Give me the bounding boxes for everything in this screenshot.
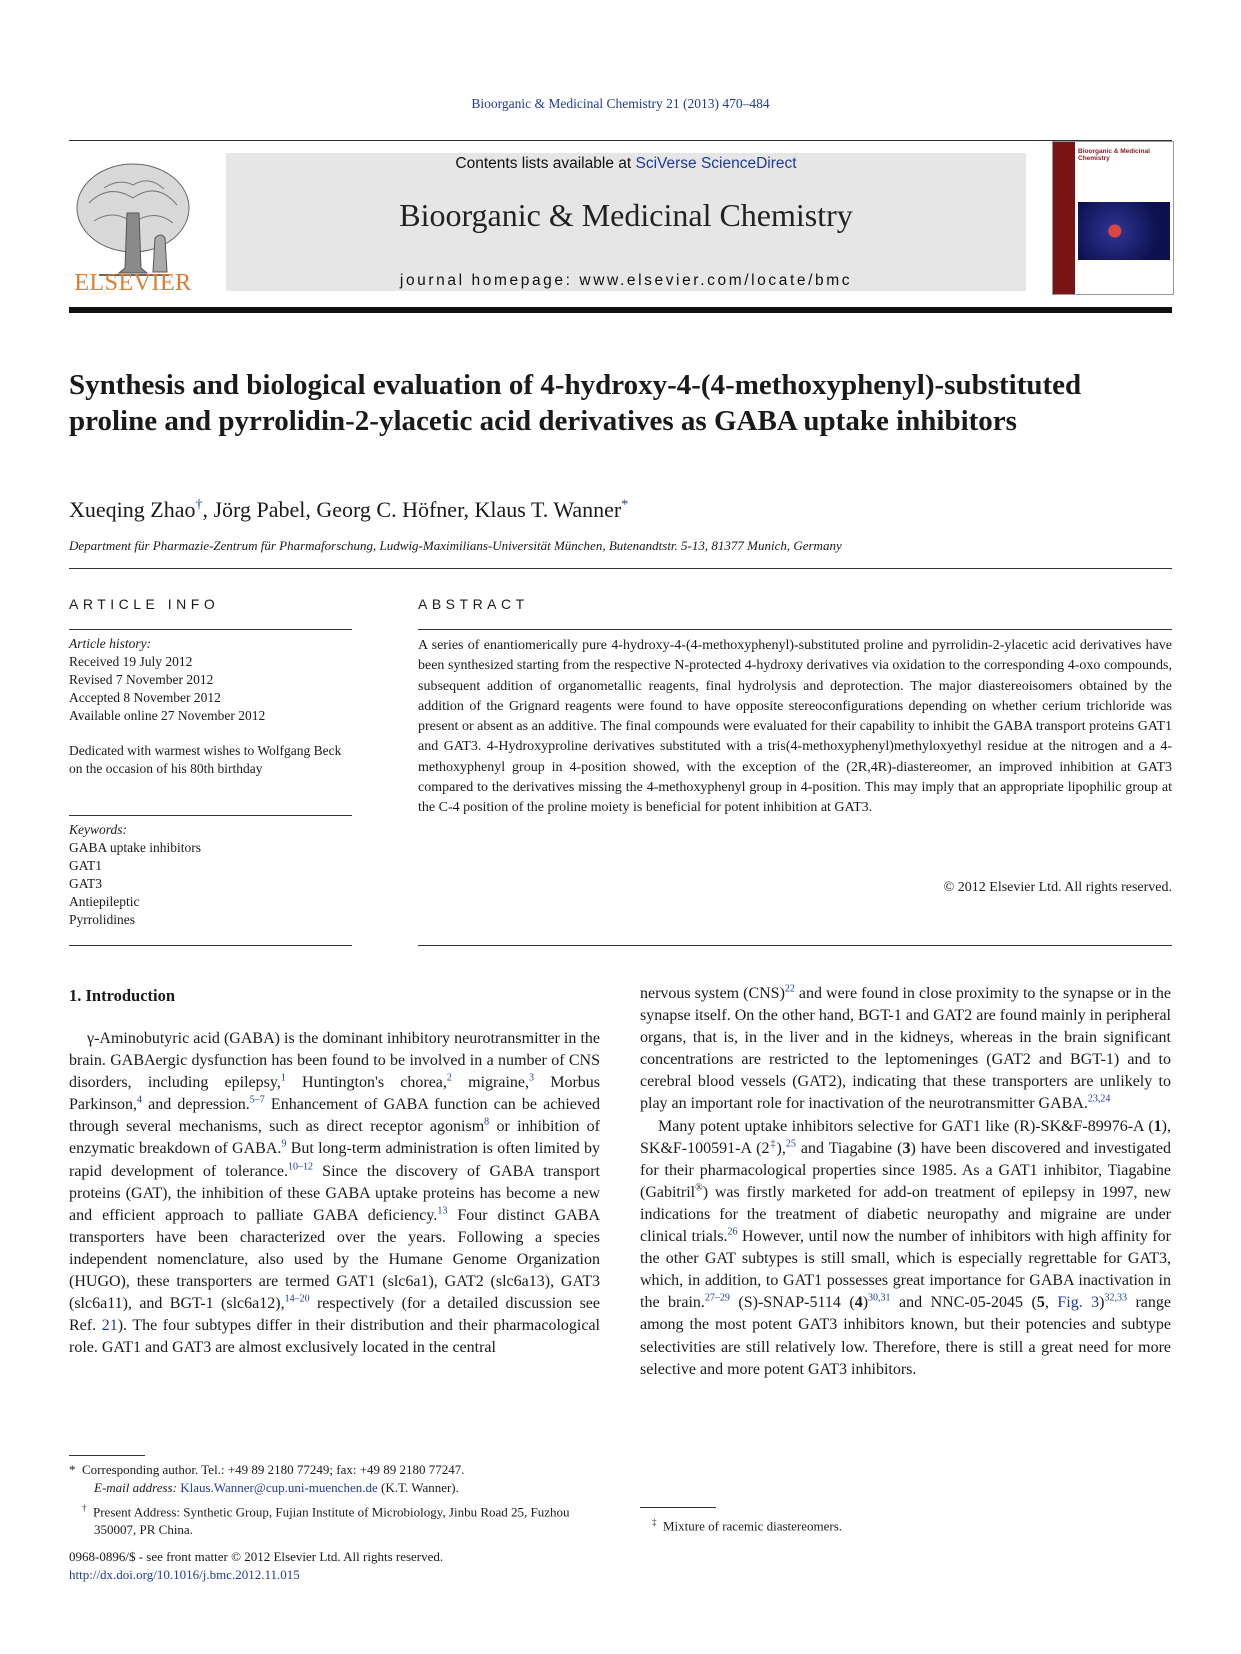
citation-link[interactable]: 2 bbox=[446, 1072, 452, 1084]
keyword: GAT1 bbox=[69, 858, 102, 873]
citation-link[interactable]: 26 bbox=[727, 1226, 738, 1238]
info-rule-2 bbox=[69, 815, 352, 816]
compound-number: 2 bbox=[761, 1139, 770, 1157]
corresponding-author-note: * Corresponding author. Tel.: +49 89 2180 77249; fax: +49 89 2180 77247. E-mail address: Klaus.Wanner@cup.uni-muenchen.de (K.T. Wanner). bbox=[69, 1462, 465, 1495]
registered-mark: ® bbox=[695, 1182, 703, 1194]
contents-prefix: Contents lists available at bbox=[455, 155, 636, 172]
history-accepted: Accepted 8 November 2012 bbox=[69, 690, 221, 705]
cover-spine bbox=[1053, 142, 1075, 294]
info-rule-3 bbox=[69, 945, 352, 946]
journal-title: Bioorganic & Medicinal Chemistry bbox=[399, 197, 853, 233]
abstract-text: A series of enantiomerically pure 4-hydroxy-4-(4-methoxyphenyl)-substituted proline and pyrrolidin-2-ylacetic acid derivatives have been synthesized starting from the respective N-protected 4-hydroxy derivatives via oxidation to the corresponding 4-oxo compounds, subsequent addition of organometallic reagents, final hydrolysis and deprotection. The major diastereoisomers obtained by the addition of the Grignard reagents were found to have opposite stereoconfigurations depending on whether cerium trichloride was present or absent as an additive. The final compounds were evaluated for their capability to inhibit the GABA transport proteins GAT1 and GAT3. 4-Hydroxyproline derivatives substituted with a tris(4-methoxyphenyl)methyloxyethyl residue at the nitrogen and a 4-methoxyphenyl group in 4-position showed, with the exception of the (2R,4R)-diastereomer, an improved inhibition at GAT3 compared to the derivatives missing the 4-methoxyphenyl group in 4-position. This may imply that an appropriate lipophilic group at the C-4 position of the proline moiety is beneficial for potent inhibition at GAT3. bbox=[418, 638, 1172, 816]
front-matter bbox=[69, 1548, 629, 1584]
citation-link[interactable]: 32,33 bbox=[1104, 1292, 1127, 1304]
keywords bbox=[69, 821, 359, 929]
cover-title: Bioorganic & Medicinal Chemistry bbox=[1078, 148, 1150, 162]
history-revised: Revised 7 November 2012 bbox=[69, 672, 214, 687]
compound-number: 5 bbox=[1036, 1294, 1045, 1312]
author-footnote-mark[interactable]: † bbox=[195, 497, 203, 513]
citation-link[interactable]: 14–20 bbox=[284, 1293, 310, 1305]
author-others: , Jörg Pabel, Georg C. Höfner, Klaus T. Wanner bbox=[202, 497, 622, 522]
corresponding-mark: * bbox=[69, 1462, 76, 1477]
paragraph: nervous system (CNS)$^{22}$ and were found in close proximity to the synapse or in the synapse itself. On the other hand, BGT-1 and GAT2 are found mainly in peripheral organs, that is, in the liver and in the kidneys, whereas in the brain significant concentrations are restricted to the leptomeninges (GAT2 and BGT-1) and to cerebral blood vessels (GAT2), indicating that these transporters are unlikely to play an important role for inactivation of the neurotransmitter GABA.$^{23,24}$ bbox=[640, 983, 1171, 1113]
citation-link[interactable]: 1 bbox=[280, 1072, 286, 1084]
keywords-label: Keywords: bbox=[69, 822, 127, 837]
mixture-note: ‡ Mixture of racemic diastereomers. bbox=[652, 1517, 843, 1534]
present-address-note: † Present Address: Synthetic Group, Fujian Institute of Microbiology, Jinbu Road 25, Fuzhou 350007, PR China. bbox=[82, 1503, 570, 1538]
compound-number: 1 bbox=[1153, 1117, 1162, 1135]
article-info-heading: ARTICLE INFO bbox=[69, 596, 220, 612]
corresponding-author-mark[interactable]: * bbox=[621, 497, 629, 513]
body-column-right bbox=[640, 983, 1171, 1381]
citation-link[interactable]: 4 bbox=[137, 1094, 142, 1106]
elsevier-wordmark: ELSEVIER bbox=[74, 270, 192, 296]
citation-link[interactable]: 5–7 bbox=[249, 1094, 265, 1106]
citation-link[interactable]: 25 bbox=[785, 1138, 796, 1150]
citation-link[interactable]: 22 bbox=[784, 983, 795, 995]
citation-link[interactable]: 10–12 bbox=[288, 1161, 313, 1173]
history-online: Available online 27 November 2012 bbox=[69, 708, 266, 723]
compound-number: 3 bbox=[902, 1139, 911, 1157]
abstract-rule-top bbox=[418, 629, 1172, 630]
citation-link[interactable]: 23,24 bbox=[1087, 1094, 1111, 1106]
citation-link[interactable]: 27–29 bbox=[704, 1292, 730, 1304]
affiliation: Department für Pharmazie-Zentrum für Pharmaforschung, Ludwig-Maximilians-Universität München, Butenandtstr. 5-13, 81377 Munich, Germany bbox=[69, 538, 842, 553]
front-matter-text: 0968-0896/$ - see front matter © 2012 Elsevier Ltd. All rights reserved. bbox=[69, 1549, 444, 1564]
footnote-rule-left bbox=[69, 1455, 145, 1456]
author-zhao: Xueqing Zhao bbox=[69, 497, 196, 522]
cover-illustration bbox=[1078, 202, 1170, 260]
dedication: Dedicated with warmest wishes to Wolfgang Beck on the occasion of his 80th birthday bbox=[69, 743, 342, 776]
paragraph: γ-Aminobutyric acid (GABA) is the dominant inhibitory neurotransmitter in the brain. GABAergic dysfunction has been found to be involved in a number of CNS disorders, including epilepsy,$^1$ Huntington's chorea,$^2$ migraine,$^3$ Morbus Parkinson,$^4$ and depression.$^{5-7}$ Enhancement of GABA function can be achieved through several mechanisms, such as direct receptor agonism$^8$ or inhibition of enzymatic breakdown of GABA.$^9$ But long-term administration is often limited by rapid development of tolerance.$^{10-12}$ Since the discovery of GABA transport proteins (GAT), the inhibition of these GABA uptake proteins has become a new and efficient approach to palliate GABA deficiency.$^{13}$ Four distinct GABA transporters have been characterized over the years. Following a species independent nomenclature, also used by the Humane Genome Organization (HUGO), these transporters are termed GAT1 (slc6a1), GAT2 (slc6a13), GAT3 (slc6a11), and BGT-1 (slc6a12),$^{14-20}$ respectively (for a detailed discussion see Ref. 21). The four subtypes differ in their distribution and their pharmacological role. GAT1 and GAT3 are almost exclusively located in the central bbox=[69, 1030, 601, 1357]
journal-cover-image[interactable] bbox=[1052, 141, 1174, 295]
citation-link[interactable]: 3 bbox=[529, 1072, 534, 1084]
section-heading-introduction: 1. Introduction bbox=[69, 986, 176, 1005]
article-history bbox=[69, 635, 359, 725]
author-list bbox=[69, 497, 628, 523]
footnote-rule-right bbox=[640, 1507, 716, 1508]
keyword: GAT3 bbox=[69, 876, 102, 891]
citation-link[interactable]: 13 bbox=[437, 1205, 448, 1217]
abstract-copyright: © 2012 Elsevier Ltd. All rights reserved. bbox=[943, 880, 1172, 895]
figure-link[interactable]: Fig. 3 bbox=[1057, 1294, 1100, 1312]
keyword: GABA uptake inhibitors bbox=[69, 840, 201, 855]
abstract-rule-bottom bbox=[418, 945, 1172, 946]
doi-link[interactable]: http://dx.doi.org/10.1016/j.bmc.2012.11.015 bbox=[69, 1567, 300, 1582]
affiliation-rule bbox=[69, 568, 1172, 569]
sciencedirect-link[interactable]: SciVerse ScienceDirect bbox=[635, 155, 797, 172]
compound-number: 4 bbox=[854, 1294, 863, 1312]
citation-link[interactable]: 8 bbox=[484, 1117, 490, 1129]
citation-link[interactable]: 9 bbox=[281, 1139, 287, 1151]
journal-homepage[interactable]: journal homepage: www.elsevier.com/locate/bmc bbox=[399, 272, 853, 289]
footnote-mark-link[interactable]: ‡ bbox=[769, 1138, 777, 1150]
reference-link[interactable]: 21 bbox=[101, 1317, 118, 1335]
header-thick-rule bbox=[69, 307, 1172, 313]
body-column-left bbox=[69, 1028, 600, 1359]
info-rule-1 bbox=[69, 629, 352, 630]
history-label: Article history: bbox=[69, 636, 152, 651]
mixture-mark: ‡ bbox=[652, 1517, 657, 1527]
abstract-heading: ABSTRACT bbox=[418, 596, 529, 612]
history-received: Received 19 July 2012 bbox=[69, 654, 193, 669]
journal-reference-link[interactable]: Bioorganic & Medicinal Chemistry 21 (2013) 470–484 bbox=[471, 96, 770, 111]
keyword: Pyrrolidines bbox=[69, 912, 135, 927]
citation-link[interactable]: 30,31 bbox=[868, 1292, 891, 1304]
email-link[interactable]: Klaus.Wanner@cup.uni-muenchen.de bbox=[180, 1480, 378, 1495]
keyword: Antiepileptic bbox=[69, 894, 140, 909]
article-title: Synthesis and biological evaluation of 4-hydroxy-4-(4-methoxyphenyl)-substituted proline and pyrrolidin-2-ylacetic acid derivatives as GABA uptake inhibitors bbox=[69, 369, 1082, 437]
paragraph: Many potent uptake inhibitors selective for GAT1 like (R)-SK&F-89976-A (1), SK&F-100591-A (2‡),$^{25}$ and Tiagabine (3) have been discovered and investigated for their pharmacological properties since 1985. As a GAT1 inhibitor, Tiagabine (Gabitril®) was firstly marketed for add-on treatment of epilepsy in 1997, new indications for the treatment of diabetic neuropathy and migraine are under clinical trials.$^{26}$ However, until now the number of inhibitors with high affinity for the other GAT subtypes is still small, which is especially regrettable for GAT3, which, in addition, to GAT1 possesses great importance for GABA inactivation in the brain.$^{27-29}$ (S)-SNAP-5114 $(4)^{30,31}$ and NNC-05-2045 (5, Fig. 3)$^{32,33}$ range among the most potent GAT3 inhibitors known, but their potencies and subtype selectivities are still relatively low. Therefore, there is still a great need for more selective and more potent GAT3 inhibitors. bbox=[640, 1117, 1172, 1378]
contents-line bbox=[226, 155, 1026, 173]
present-mark: † bbox=[82, 1503, 87, 1513]
header-rule-top bbox=[69, 140, 1172, 141]
